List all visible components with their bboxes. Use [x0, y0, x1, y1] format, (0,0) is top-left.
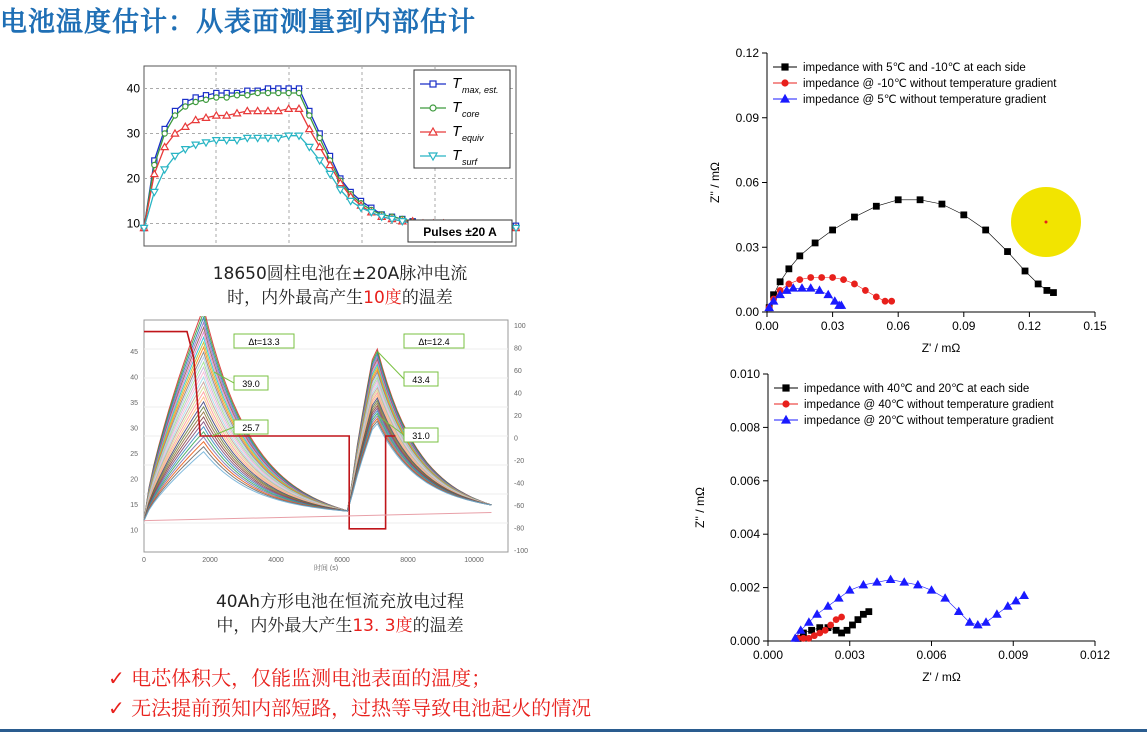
data-point: [234, 93, 239, 98]
right-tick-label: 100: [514, 323, 526, 330]
data-point: [982, 619, 990, 626]
data-point: [1022, 268, 1028, 274]
data-point: [939, 201, 945, 207]
nyquist-chart-2: [690, 364, 1130, 690]
y-tick-label: 0.03: [735, 240, 759, 255]
y-tick-label: 10: [126, 216, 140, 231]
caption-1-line1: 18650圆柱电池在±20A脉冲电流: [212, 264, 468, 284]
data-point: [833, 617, 839, 623]
x-tick-label: 0.003: [834, 648, 865, 662]
data-point: [835, 594, 843, 601]
data-point: [839, 630, 845, 636]
y-tick-label: 0.002: [729, 580, 760, 595]
left-tick-label: 35: [130, 400, 138, 407]
data-point: [214, 95, 219, 100]
data-point: [183, 104, 188, 109]
legend-symbol: T: [452, 147, 462, 164]
y-axis-label: Z'' / mΩ: [708, 162, 722, 203]
data-point: [808, 275, 814, 281]
caption-2-text: 中，内外最大产生: [216, 616, 353, 636]
data-point: [798, 284, 806, 291]
cursor-dot: [1045, 221, 1048, 224]
annotation-label: 43.4: [412, 375, 430, 385]
data-point: [203, 97, 208, 102]
x-tick-label: 0.000: [752, 648, 784, 662]
caption-2-suffix: 的温差: [412, 616, 464, 636]
y-tick-label: 20: [126, 171, 140, 186]
x-tick-label: 0.12: [1017, 319, 1042, 333]
legend-marker: [782, 80, 788, 86]
data-point: [866, 609, 872, 615]
legend-subscript: equiv: [462, 133, 484, 143]
data-point: [828, 622, 834, 628]
left-tick-label: 20: [130, 476, 138, 484]
data-point: [1012, 597, 1020, 604]
nyquist-chart-1: [705, 40, 1125, 360]
pulse-temperature-chart: [118, 62, 520, 254]
bullet-1: ✓ 电芯体积大，仅能监测电池表面的温度；: [108, 666, 492, 690]
data-point: [1020, 592, 1028, 599]
right-tick-label: -80: [514, 525, 525, 533]
data-point: [841, 277, 847, 283]
legend-subscript: core: [462, 109, 480, 119]
data-point: [928, 586, 936, 593]
bottom-rule: [0, 729, 1147, 732]
data-point: [1005, 249, 1011, 255]
data-point: [307, 113, 312, 118]
legend-label: impedance @ 40℃ without temperature gradient: [804, 399, 1054, 411]
caption-2-line1: 40Ah方形电池在恒流充放电过程: [215, 592, 465, 612]
data-point: [172, 113, 177, 118]
data-point: [817, 630, 823, 636]
x-tick-label: 8000: [400, 557, 416, 564]
data-point: [882, 298, 888, 304]
data-point: [245, 93, 250, 98]
data-point: [917, 197, 923, 203]
data-point: [152, 162, 157, 167]
annotation-label: 31.0: [412, 431, 430, 441]
x-tick-label: 0.00: [755, 319, 779, 333]
data-point: [255, 90, 260, 95]
data-point: [850, 622, 856, 628]
right-tick-label: 80: [514, 345, 522, 353]
x-tick-label: 0.006: [916, 648, 947, 662]
y-tick-label: 0.010: [729, 367, 760, 381]
data-point: [224, 95, 229, 100]
data-point: [830, 275, 836, 281]
caption-1-line2: [150, 286, 530, 310]
data-point: [974, 621, 982, 628]
data-point: [889, 298, 895, 304]
x-tick-label: 0.09: [952, 319, 976, 333]
right-tick-label: -20: [514, 458, 525, 465]
data-point: [1051, 290, 1057, 296]
x-tick-label: 0: [142, 557, 146, 564]
data-point: [855, 617, 861, 623]
annotation-label: Δt=12.4: [418, 337, 450, 347]
caption-2: [150, 590, 530, 638]
x-tick-label: 10000: [464, 557, 484, 564]
bullet-2: ✓ 无法提前预知内部短路，过热等导致电池起火的情况: [108, 696, 592, 720]
caption-1-suffix: 的温差: [401, 288, 453, 308]
data-point: [797, 277, 803, 283]
y-tick-label: 0.004: [729, 527, 760, 542]
caption-1-text: 时，内外最高产生: [227, 288, 364, 308]
data-point: [887, 576, 895, 583]
data-point: [797, 253, 803, 259]
data-point: [193, 99, 198, 104]
y-tick-label: 0.06: [735, 175, 759, 190]
x-axis-label: Z' / mΩ: [922, 670, 961, 684]
right-tick-label: 60: [514, 368, 522, 375]
caption-1: [150, 262, 530, 310]
legend-label: impedance with 5℃ and -10℃ at each side: [803, 62, 1026, 74]
legend-marker: [782, 64, 788, 70]
data-point: [806, 636, 812, 642]
data-point: [265, 90, 270, 95]
annotation-label: 39.0: [242, 379, 260, 389]
x-axis-label: 时间 (s): [313, 565, 339, 571]
caption-1-highlight: 10度: [363, 288, 402, 308]
left-tick-label: 30: [130, 425, 138, 433]
data-point: [852, 214, 858, 220]
legend-symbol: T: [452, 123, 462, 140]
y-tick-label: 0.006: [729, 473, 760, 488]
data-point: [296, 90, 301, 95]
data-point: [830, 227, 836, 233]
data-point: [846, 586, 854, 593]
x-tick-label: 6000: [334, 557, 350, 564]
legend-label: impedance @ -10℃ without temperature gradient: [803, 78, 1057, 90]
x-tick-label: 0.06: [886, 319, 910, 333]
y-tick-label: 0.09: [735, 110, 759, 125]
data-point: [812, 633, 818, 639]
legend-marker: [430, 81, 436, 87]
data-point: [833, 628, 839, 634]
data-point: [777, 279, 783, 285]
right-tick-label: 40: [514, 390, 522, 398]
data-point: [162, 131, 167, 136]
right-tick-label: -60: [514, 503, 525, 510]
pulse-label: Pulses ±20 A: [423, 225, 497, 239]
annotation-label: 25.7: [242, 423, 260, 433]
data-point: [822, 628, 828, 634]
data-point: [839, 614, 845, 620]
data-point: [861, 612, 867, 618]
caption-2-line2: [150, 614, 530, 638]
y-tick-label: 40: [126, 81, 140, 96]
data-point: [276, 90, 281, 95]
data-point: [824, 291, 832, 298]
legend-marker: [783, 385, 789, 391]
legend-label: impedance with 40℃ and 20℃ at each side: [804, 383, 1030, 395]
data-point: [801, 636, 807, 642]
left-tick-label: 15: [130, 502, 138, 509]
y-tick-label: 0.000: [729, 634, 760, 648]
data-point: [809, 628, 815, 634]
data-point: [983, 227, 989, 233]
left-tick-label: 10: [130, 527, 138, 535]
legend-subscript: surf: [462, 157, 478, 167]
data-point: [812, 240, 818, 246]
data-point: [961, 212, 967, 218]
data-point: [852, 281, 858, 287]
right-tick-label: -100: [514, 548, 529, 555]
legend-marker: [783, 401, 789, 407]
right-tick-label: -40: [514, 480, 525, 488]
legend-label: impedance @ 5℃ without temperature gradient: [803, 94, 1047, 106]
x-tick-label: 4000: [268, 557, 284, 564]
data-point: [1044, 288, 1050, 294]
left-tick-label: 25: [130, 451, 138, 458]
data-point: [844, 628, 850, 634]
legend-marker: [430, 105, 436, 111]
annotation-label: Δt=13.3: [248, 337, 280, 347]
caption-2-highlight: 13. 3度: [352, 616, 413, 636]
x-tick-label: 0.012: [1079, 648, 1111, 662]
data-point: [863, 288, 869, 294]
page-title: 电池温度估计：从表面测量到内部估计: [0, 7, 476, 38]
legend-subscript: max, est.: [462, 85, 499, 95]
x-tick-label: 2000: [202, 557, 218, 564]
data-point: [813, 611, 821, 618]
left-tick-label: 40: [130, 374, 138, 382]
x-tick-label: 0.03: [820, 319, 845, 333]
y-tick-label: 30: [126, 126, 140, 141]
x-tick-label: 0.009: [998, 648, 1029, 662]
legend-symbol: T: [452, 99, 462, 116]
left-tick-label: 45: [130, 349, 138, 356]
y-tick-label: 0.008: [729, 420, 760, 435]
data-point: [1035, 281, 1041, 287]
y-tick-label: 0.12: [735, 46, 759, 60]
right-tick-label: 20: [514, 413, 522, 420]
data-point: [824, 602, 832, 609]
data-point: [874, 203, 880, 209]
legend-label: impedance @ 20℃ without temperature gradient: [804, 415, 1054, 427]
data-point: [941, 594, 949, 601]
x-axis-label: Z' / mΩ: [921, 341, 961, 355]
x-tick-label: 0.15: [1083, 319, 1107, 333]
data-point: [807, 284, 815, 291]
data-point: [993, 611, 1001, 618]
data-point: [286, 90, 291, 95]
y-tick-label: 0.00: [735, 305, 759, 319]
y-axis-label: Z'' / mΩ: [693, 487, 707, 528]
data-point: [786, 266, 792, 272]
data-point: [317, 135, 322, 140]
data-point: [874, 294, 880, 300]
data-point: [895, 197, 901, 203]
right-tick-label: 0: [514, 435, 518, 443]
data-point: [819, 275, 825, 281]
legend-symbol: T: [452, 75, 462, 92]
data-point: [1004, 602, 1012, 609]
prismatic-cell-chart: [116, 316, 536, 571]
